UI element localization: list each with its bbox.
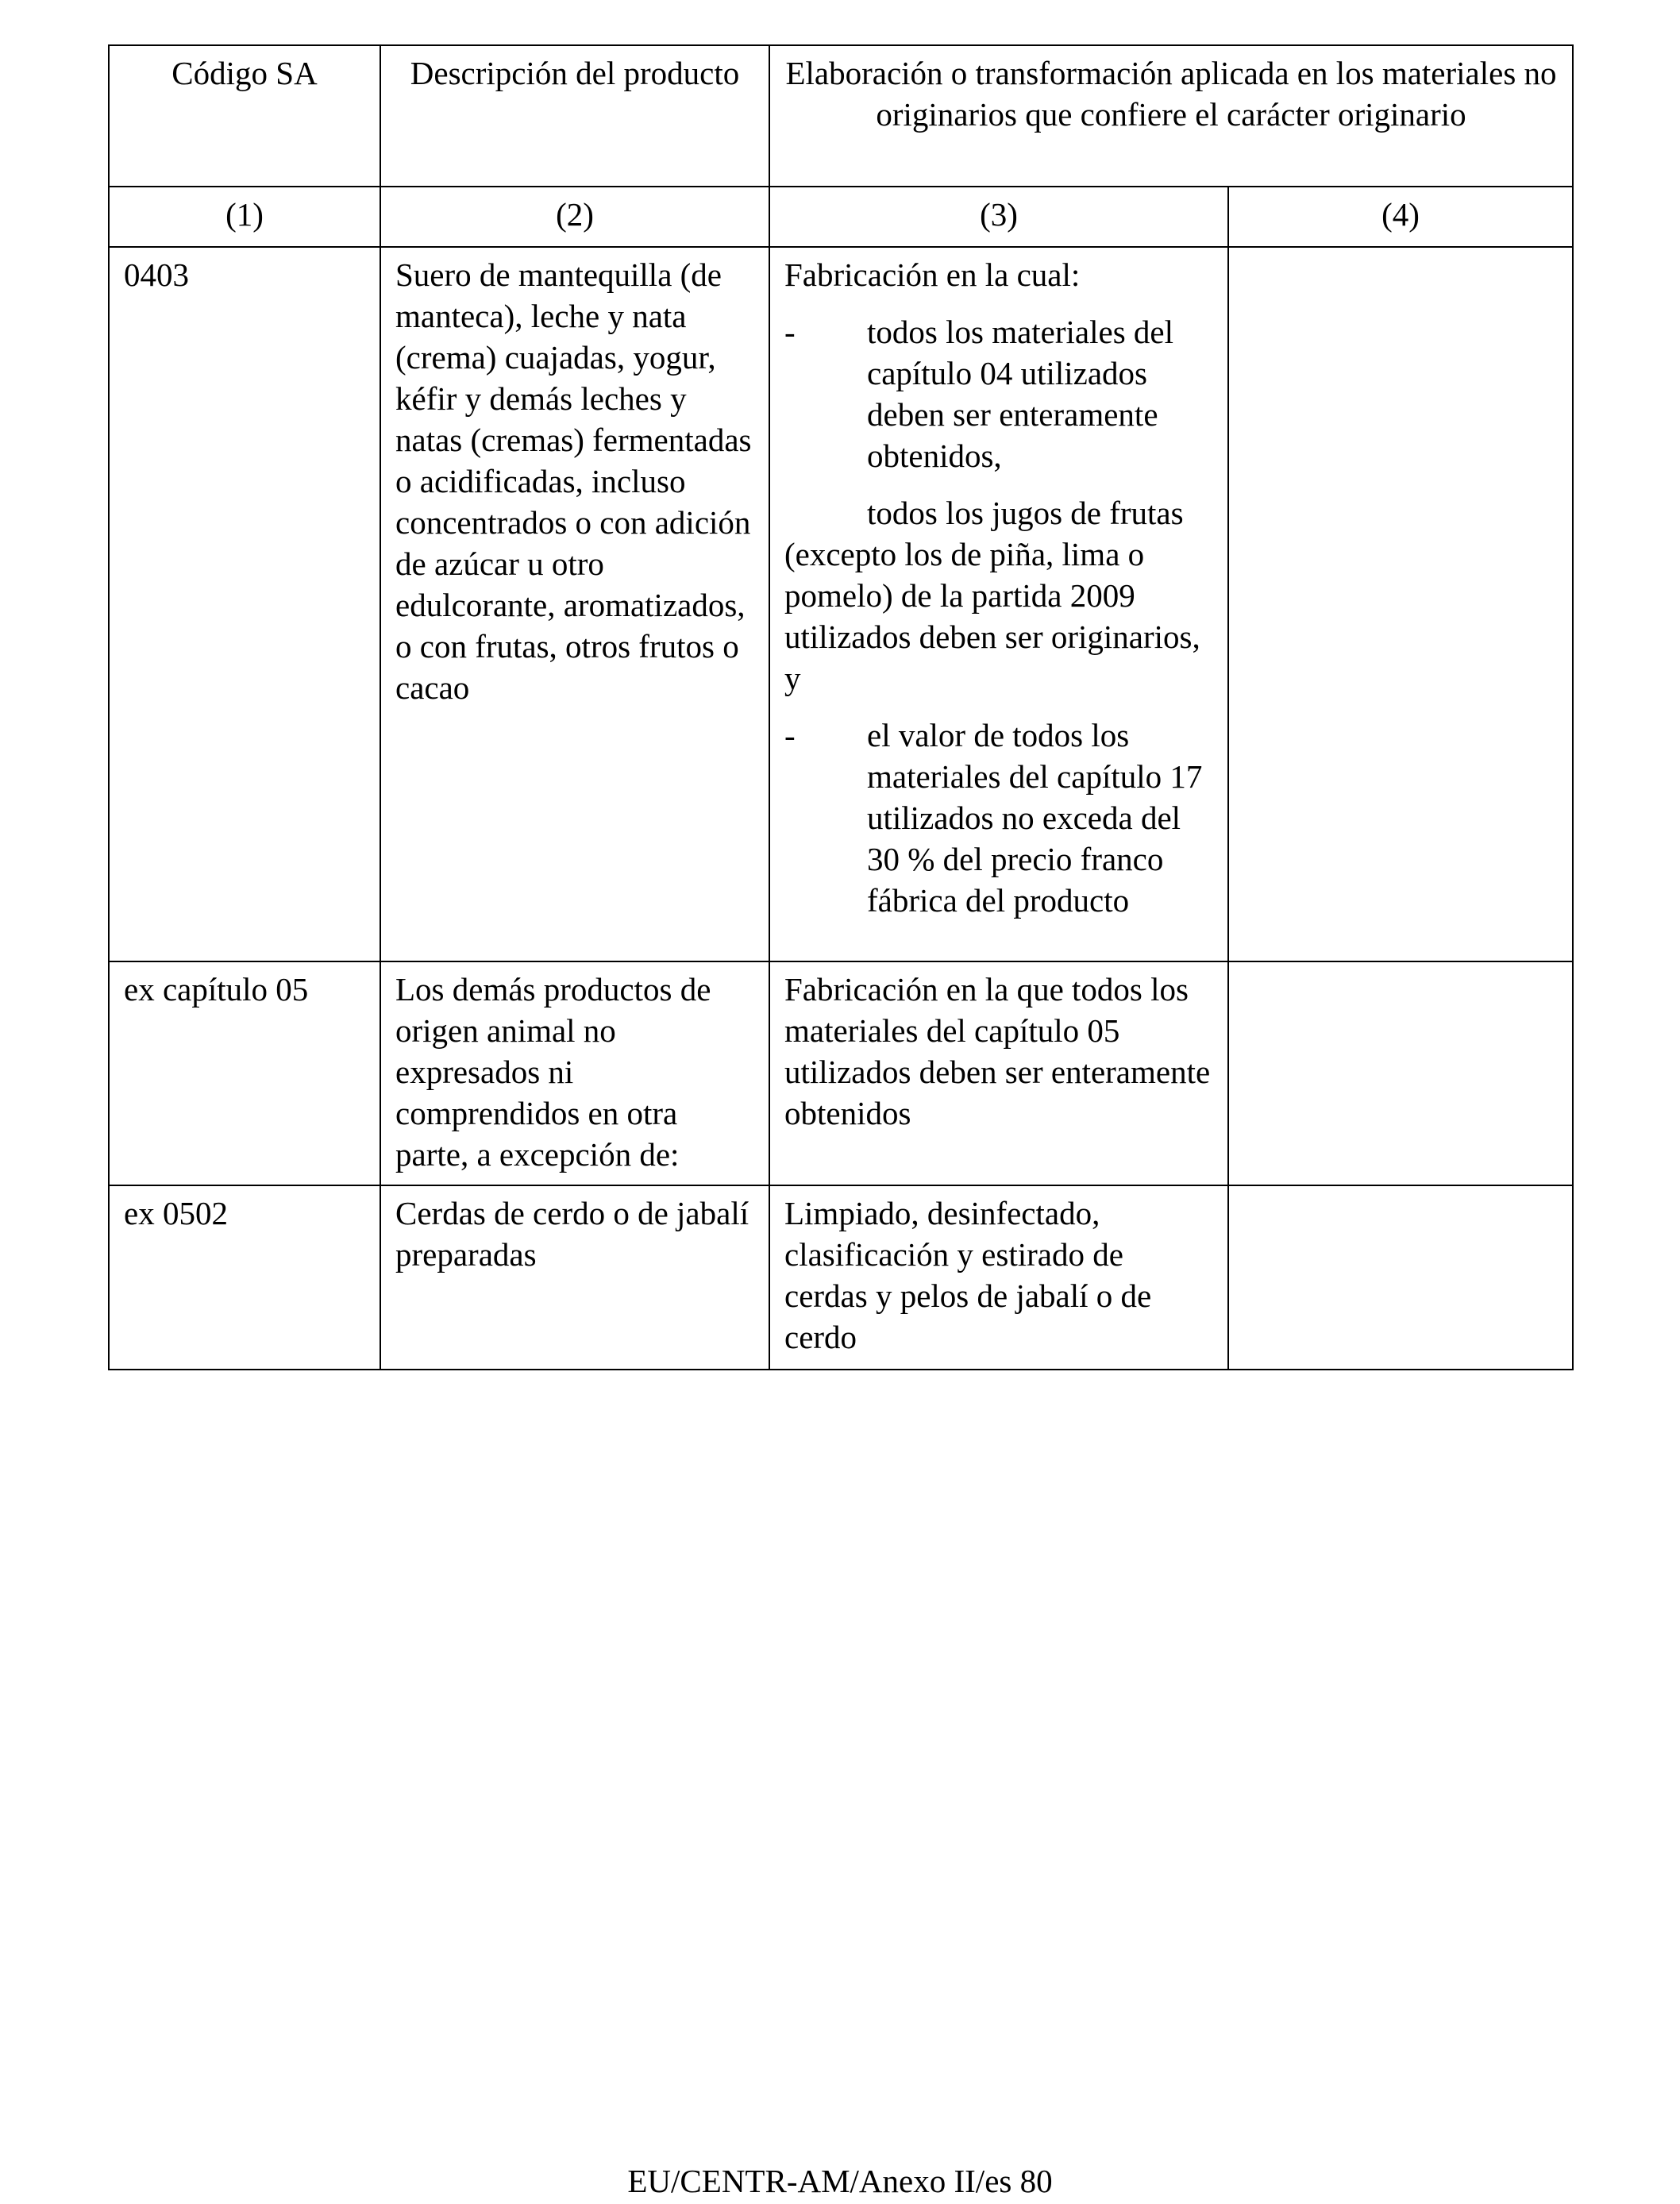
page-footer-reference: EU/CENTR-AM/Anexo II/es 80 — [627, 2163, 1053, 2199]
bullet-dash: - — [784, 314, 796, 350]
header-row — [109, 45, 1573, 187]
header-working: Elaboración o transformación aplicada en los materiales no originarios que confiere el carácter originario — [769, 45, 1573, 187]
cell-code: ex capítulo 05 — [109, 961, 380, 1185]
cell-description: Cerdas de cerdo o de jabalí preparadas — [380, 1185, 769, 1370]
cell-col4 — [1228, 961, 1573, 1185]
cell-working — [769, 247, 1228, 961]
header-code: Código SA — [109, 45, 380, 187]
table-row — [109, 247, 1573, 961]
working-item — [784, 715, 1213, 921]
cell-description: Suero de mantequilla (de manteca), leche y nata (crema) cuajadas, yogur, kéfir y demás leches y natas (cremas) fermentadas o acidificadas, incluso concentrados o con adición de azúcar u otro edulcorante, aromatizados, o con frutas, otros frutos o cacao — [380, 247, 769, 961]
column-number-row — [109, 187, 1573, 247]
rules-table — [108, 44, 1574, 1370]
column-number-1: (1) — [109, 187, 380, 247]
column-number-2: (2) — [380, 187, 769, 247]
working-item — [784, 311, 1213, 476]
cell-col4 — [1228, 1185, 1573, 1370]
cell-working: Fabricación en la que todos los materiales del capítulo 05 utilizados deben ser enteramente obtenidos — [769, 961, 1228, 1185]
cell-working: Limpiado, desinfectado, clasificación y estirado de cerdas y pelos de jabalí o de cerdo — [769, 1185, 1228, 1370]
table-row — [109, 961, 1573, 1185]
cell-col4 — [1228, 247, 1573, 961]
column-number-3: (3) — [769, 187, 1228, 247]
bullet-dash: - — [784, 717, 796, 753]
working-item-text: todos los materiales del capítulo 04 utilizados deben ser enteramente obtenidos, — [867, 314, 1173, 474]
cell-code: ex 0502 — [109, 1185, 380, 1370]
header-description: Descripción del producto — [380, 45, 769, 187]
working-item-text: el valor de todos los materiales del capítulo 17 utilizados no exceda del 30 % del precio franco fábrica del producto — [867, 717, 1203, 919]
table-row — [109, 1185, 1573, 1370]
working-item-text: todos los jugos de frutas (excepto los de piña, lima o pomelo) de la partida 2009 utilizados deben ser originarios, y — [784, 495, 1200, 696]
working-intro: Fabricación en la cual: — [784, 256, 1081, 293]
cell-code: 0403 — [109, 247, 380, 961]
column-number-4: (4) — [1228, 187, 1573, 247]
cell-description: Los demás productos de origen animal no expresados ni comprendidos en otra parte, a excepción de: — [380, 961, 769, 1185]
